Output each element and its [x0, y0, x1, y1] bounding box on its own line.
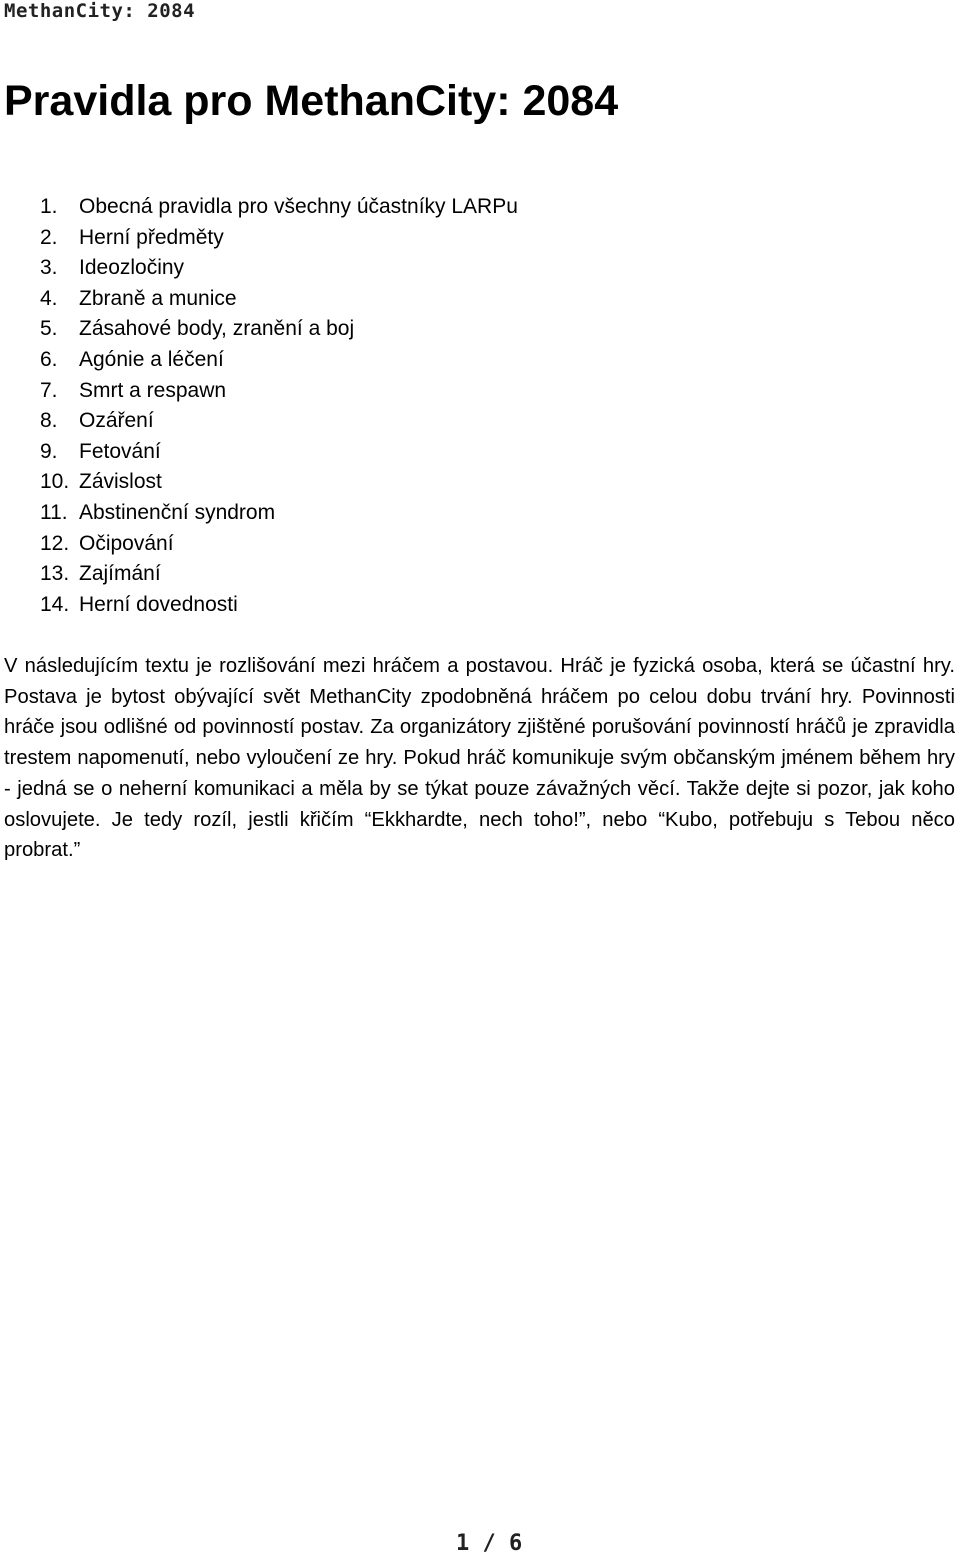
page-title: Pravidla pro MethanCity: 2084 [4, 77, 619, 125]
toc-item-number: 5. [40, 317, 58, 341]
toc-item [40, 529, 518, 560]
toc-item [40, 376, 518, 407]
toc-item-number: 8. [40, 409, 58, 433]
toc-item [40, 284, 518, 315]
toc-item-number: 10. [40, 470, 70, 494]
toc-item-number: 1. [40, 195, 58, 218]
toc-item-number: 6. [40, 347, 58, 371]
toc-item-label: Zásahové body, zranění a boj [79, 317, 355, 341]
toc-item-number: 13. [40, 562, 70, 586]
toc-item [40, 223, 518, 254]
toc-item-number: 11. [40, 500, 68, 524]
toc-item-label: Herní dovednosti [79, 592, 238, 616]
toc-item-label: Abstinenční syndrom [79, 500, 276, 524]
page-number: 1 / 6 [456, 1531, 523, 1556]
toc-item-label: Agónie a léčení [79, 347, 224, 371]
running-header: MethanCity: 2084 [4, 0, 196, 22]
toc-item [40, 345, 518, 376]
toc-item-number: 2. [40, 225, 58, 249]
toc-item [40, 406, 518, 437]
toc-item-label: Očipování [79, 531, 174, 555]
toc-item-label: Zbraně a munice [79, 286, 237, 310]
toc-item [40, 437, 518, 468]
toc-item-label: Herní předměty [79, 225, 224, 249]
toc-item-number: 9. [40, 439, 58, 463]
toc-item-label: Ozáření [79, 409, 154, 433]
toc-item-label: Obecná pravidla pro všechny účastníky LARPu [79, 195, 518, 218]
toc-item-label: Smrt a respawn [79, 378, 227, 402]
toc-item [40, 467, 518, 498]
toc-item [40, 590, 518, 621]
toc-item-number: 12. [40, 531, 70, 555]
table-of-contents [40, 192, 518, 620]
toc-item [40, 192, 518, 223]
toc-item [40, 498, 518, 529]
toc-item-label: Zajímání [79, 562, 161, 586]
toc-item-label: Závislost [79, 470, 162, 494]
toc-item-label: Ideozločiny [79, 256, 185, 280]
toc-item-label: Fetování [79, 439, 161, 463]
toc-item-number: 4. [40, 286, 58, 310]
toc-item-number: 3. [40, 256, 58, 280]
toc-item [40, 253, 518, 284]
toc-item-number: 7. [40, 378, 58, 402]
toc-item [40, 559, 518, 590]
intro-paragraph: V následujícím textu je rozlišování mezi hráčem a postavou. Hráč je fyzická osoba, která se účastní hry. Postava je bytost obývající svět MethanCity zpodobněná hráčem po celou dobu trvání hry. Povinnosti hráče jsou odlišné od povinností postav. Za organizátory zjištěné porušování povinností hráčů je zpravidla trestem napomenutí, nebo vyloučení ze hry. Pokud hráč komunikuje svým občanským jménem během hry - jedná se o neherní komunikaci a měla by se týkat pouze závažných věcí. Takže dejte si pozor, jak koho oslovujete. Je tedy rozíl, jestli křičím “Ekkhardte, nech toho!”, nebo “Kubo, potřebuju s Tebou něco probrat.” [4, 655, 955, 862]
toc-item [40, 314, 518, 345]
toc-item-number: 14. [40, 592, 70, 616]
